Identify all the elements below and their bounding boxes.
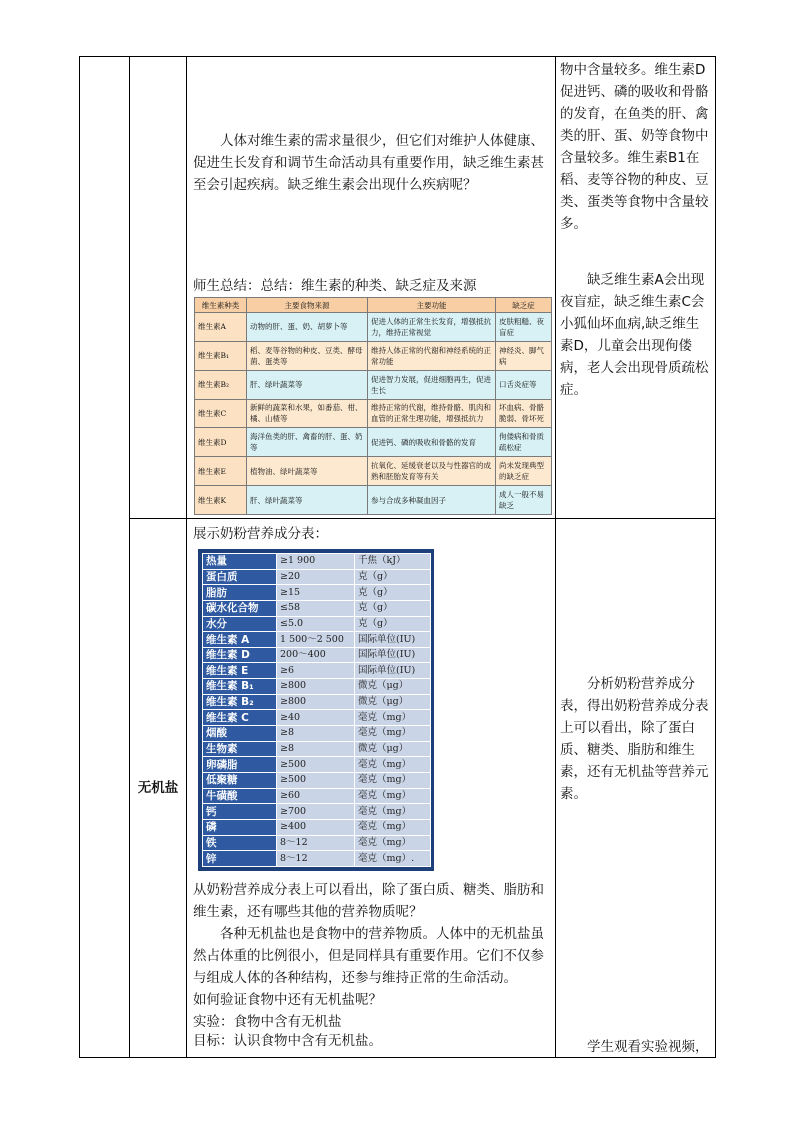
nutrient-value: ≥20 [277, 569, 355, 585]
nutrient-unit: 国际单位(IU) [355, 663, 431, 679]
table-row [203, 694, 431, 710]
table-cell: 成人一般不易缺乏 [496, 486, 552, 515]
verify-question: 如何验证食物中还有无机盐呢？ [193, 992, 382, 1008]
table-cell: 坏血病、骨骼脆弱、骨坏死 [496, 399, 552, 428]
table-cell: 肝、绿叶蔬菜等 [247, 486, 368, 515]
nutrient-name: 牛磺酸 [203, 788, 277, 804]
table-cell: 参与合成多种凝血因子 [368, 486, 496, 515]
nutrient-name: 维生素 C [203, 710, 277, 726]
nutrient-value: ≥800 [277, 694, 355, 710]
nutrient-name: 维生素 D [203, 647, 277, 663]
nutrient-unit: 千焦（kJ） [355, 554, 431, 570]
nutrient-name: 脂肪 [203, 585, 277, 601]
nutrient-value: 8～12 [277, 851, 355, 867]
table-cell: 维生素K [195, 486, 247, 515]
nutrient-name: 热量 [203, 554, 277, 570]
table-row [203, 616, 431, 632]
table-row [203, 554, 431, 570]
table-row [195, 399, 552, 428]
nutrient-unit: 克（g） [355, 585, 431, 601]
nutrient-name: 锌 [203, 851, 277, 867]
vitamin-table-header-cell: 主要功能 [368, 298, 496, 313]
table-cell: 新鲜的蔬菜和水果，如番茄、柑、橘、山楂等 [247, 399, 368, 428]
nutrient-name: 维生素 B₂ [203, 694, 277, 710]
nutrient-name: 钙 [203, 804, 277, 820]
nutrient-unit: 微克（μg） [355, 694, 431, 710]
nutrient-unit: 毫克（mg）. [355, 851, 431, 867]
deficiency-paragraph: 缺乏维生素A会出现夜盲症，缺乏维生素C会小狐仙坏血病,缺乏维生素D，儿童会出现佝偻病，老人会出现骨质疏松症。 [560, 272, 709, 398]
experiment-label: 实验：食物中含有无机盐 [193, 1014, 342, 1030]
nutrient-name: 碳水化合物 [203, 600, 277, 616]
column-divider-3 [555, 56, 556, 1058]
table-row [203, 757, 431, 773]
table-cell: 维持正常的代谢，维持骨骼、肌肉和血管的正常生理功能，增强抵抗力 [368, 399, 496, 428]
vitamin-table-header [195, 298, 552, 313]
nutrient-unit: 毫克（mg） [355, 710, 431, 726]
nutrient-value: 1 500～2 500 [277, 632, 355, 648]
nutrient-value: ≥8 [277, 726, 355, 742]
summary-label: 师生总结：总结：维生素的种类、缺乏症及来源 [193, 278, 477, 294]
table-cell: 海洋鱼类的肝、禽畜的肝、蛋、奶等 [247, 428, 368, 457]
nutrient-value: ≥1 900 [277, 554, 355, 570]
column-divider-1 [129, 56, 130, 1058]
nutrient-unit: 毫克（mg） [355, 772, 431, 788]
table-row [195, 457, 552, 486]
table-row [203, 585, 431, 601]
vitamin-table-header-cell: 维生素种类 [195, 298, 247, 313]
nutrient-value: ≥400 [277, 819, 355, 835]
nutrient-unit: 毫克（mg） [355, 819, 431, 835]
table-cell: 促进钙、磷的吸收和骨骼的发育 [368, 428, 496, 457]
table-cell: 尚未发现典型的缺乏症 [496, 457, 552, 486]
table-row [203, 788, 431, 804]
table-cell: 维持人体正常的代谢和神经系统的正常功能 [368, 341, 496, 370]
vitamin-intro-paragraph: 人体对维生素的需求量很少，但它们对维护人体健康、促进生长发育和调节生命活动具有重要作用，缺乏维生素甚至会引起疾病。缺乏维生素会出现什么疾病呢？ [193, 133, 544, 193]
nutrient-unit: 克（g） [355, 616, 431, 632]
table-cell: 维生素D [195, 428, 247, 457]
nutrient-name: 烟酸 [203, 726, 277, 742]
nutrient-value: ≥500 [277, 757, 355, 773]
table-cell: 促进智力发展，促进细胞再生，促进生长 [368, 370, 496, 399]
table-row [195, 428, 552, 457]
table-row [195, 486, 552, 515]
vitamin-table [194, 297, 552, 515]
goal-label: 目标：认识食物中含有无机盐。 [193, 1033, 382, 1049]
nutrient-name: 维生素 B₁ [203, 679, 277, 695]
table-cell: 维生素E [195, 457, 247, 486]
table-row [203, 804, 431, 820]
nutrient-unit: 国际单位(IU) [355, 632, 431, 648]
table-row [203, 851, 431, 867]
milk-nutrition-table [202, 553, 431, 867]
nutrient-value: ≥8 [277, 741, 355, 757]
nutrient-unit: 微克（μg） [355, 679, 431, 695]
nutrient-unit: 毫克（mg） [355, 788, 431, 804]
row-divider [129, 518, 716, 519]
nutrient-unit: 毫克（mg） [355, 726, 431, 742]
table-row [203, 772, 431, 788]
table-row [203, 835, 431, 851]
vitamin-table-header-cell: 主要食物来源 [247, 298, 368, 313]
table-cell: 植物油、绿叶蔬菜等 [247, 457, 368, 486]
table-cell: 神经炎、脚气病 [496, 341, 552, 370]
nutrient-value: 200～400 [277, 647, 355, 663]
nutrient-value: ≥700 [277, 804, 355, 820]
mineral-explain-paragraph: 各种无机盐也是食物中的营养物质。人体中的无机盐虽然占体重的比例很小，但是同样具有重要作用。它们不仅参与组成人体的各种结构，还参与维持正常的生命活动。 [193, 926, 544, 986]
nutrient-unit: 克（g） [355, 600, 431, 616]
nutrient-value: ≥60 [277, 788, 355, 804]
table-row [203, 679, 431, 695]
table-row [203, 632, 431, 648]
table-cell: 抗氧化、延缓衰老以及与性器官的成熟和胚胎发育等有关 [368, 457, 496, 486]
nutrient-unit: 国际单位(IU) [355, 647, 431, 663]
nutrient-name: 生物素 [203, 741, 277, 757]
nutrient-name: 维生素 A [203, 632, 277, 648]
nutrient-value: ≥800 [277, 679, 355, 695]
nutrient-value: 8～12 [277, 835, 355, 851]
student-activity-text: 学生观看实验视频， [587, 1039, 709, 1055]
table-cell: 促进人体的正常生长发育，增强抵抗力，维持正常视觉 [368, 313, 496, 342]
table-cell: 佝偻病和骨质疏松症 [496, 428, 552, 457]
nutrient-name: 水分 [203, 616, 277, 632]
category-label: 无机盐 [137, 780, 179, 796]
table-cell: 维生素B₂ [195, 370, 247, 399]
vitamin-table-header-cell: 缺乏症 [496, 298, 552, 313]
table-row [203, 710, 431, 726]
table-cell: 维生素A [195, 313, 247, 342]
table-cell: 肝、绿叶蔬菜等 [247, 370, 368, 399]
nutrient-unit: 克（g） [355, 569, 431, 585]
table-cell: 稻、麦等谷物的种皮、豆类、酵母菌、蛋类等 [247, 341, 368, 370]
nutrient-unit: 毫克（mg） [355, 835, 431, 851]
table-row [203, 819, 431, 835]
table-row [203, 741, 431, 757]
table-row [203, 647, 431, 663]
nutrient-unit: 毫克（mg） [355, 804, 431, 820]
table-cell: 皮肤粗糙、夜盲症 [496, 313, 552, 342]
nutrient-name: 维生素 E [203, 663, 277, 679]
table-cell: 动物的肝、蛋、奶、胡萝卜等 [247, 313, 368, 342]
question-paragraph: 从奶粉营养成分表上可以看出，除了蛋白质、糖类、脂肪和维生素，还有哪些其他的营养物质呢？ [193, 882, 544, 920]
nutrient-name: 卵磷脂 [203, 757, 277, 773]
nutrient-name: 铁 [203, 835, 277, 851]
nutrient-value: ≥6 [277, 663, 355, 679]
nutrient-value: ≤5.0 [277, 616, 355, 632]
nutrient-value: ≥500 [277, 772, 355, 788]
table-row [203, 600, 431, 616]
nutrient-unit: 微克（μg） [355, 741, 431, 757]
vitamin-source-paragraph: 物中含量较多。维生素D促进钙、磷的吸收和骨骼的发育，在鱼类的肝、禽类的肝、蛋、奶等食物中含量较多。维生素B1在稻、麦等谷物的种皮、豆类、蛋类等食物中含量较多。 [560, 62, 709, 232]
nutrient-value: ≤58 [277, 600, 355, 616]
nutrient-value: ≥40 [277, 710, 355, 726]
table-row [203, 726, 431, 742]
nutrient-name: 低聚糖 [203, 772, 277, 788]
column-divider-2 [186, 56, 187, 1058]
table-row [195, 341, 552, 370]
nutrient-value: ≥15 [277, 585, 355, 601]
analysis-paragraph: 分析奶粉营养成分表，得出奶粉营养成分表上可以看出，除了蛋白质、糖类、脂肪和维生素，还有无机盐等营养元素。 [560, 676, 709, 802]
show-table-label: 展示奶粉营养成分表： [193, 526, 328, 542]
nutrient-name: 蛋白质 [203, 569, 277, 585]
table-cell: 维生素B₁ [195, 341, 247, 370]
table-cell: 口舌炎症等 [496, 370, 552, 399]
nutrient-unit: 毫克（mg） [355, 757, 431, 773]
table-row [203, 569, 431, 585]
nutrient-name: 磷 [203, 819, 277, 835]
table-row [203, 663, 431, 679]
table-row [195, 370, 552, 399]
table-cell: 维生素C [195, 399, 247, 428]
table-row [195, 313, 552, 342]
